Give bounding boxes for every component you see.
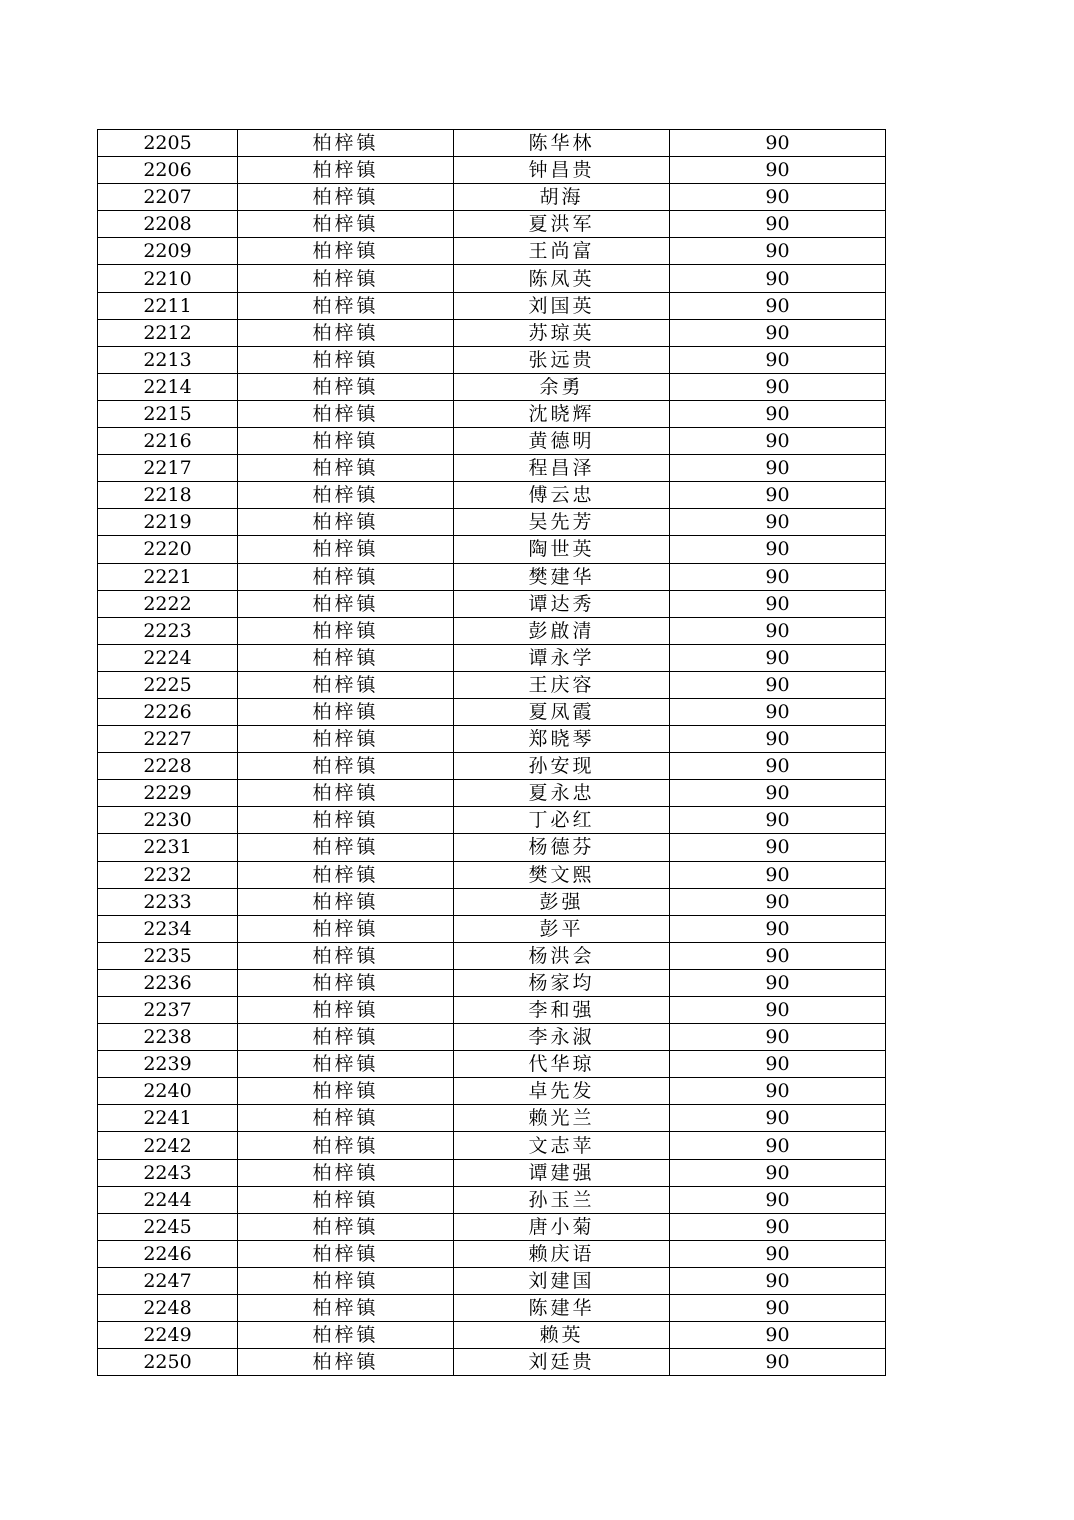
table-row [98,1024,886,1051]
town-cell: 柏梓镇 [238,753,454,780]
amount-cell: 90 [670,780,886,807]
amount-cell: 90 [670,238,886,265]
person-name-cell: 刘国英 [454,292,670,319]
person-name-cell: 夏凤霞 [454,698,670,725]
amount-cell: 90 [670,1213,886,1240]
person-name-cell: 苏琼英 [454,319,670,346]
table-row [98,1132,886,1159]
person-name-cell: 陈建华 [454,1295,670,1322]
table-row [98,373,886,400]
town-cell: 柏梓镇 [238,509,454,536]
row-number-cell: 2209 [98,238,238,265]
person-name-cell: 孙安现 [454,753,670,780]
row-number-cell: 2248 [98,1295,238,1322]
row-number-cell: 2247 [98,1267,238,1294]
person-name-cell: 孙玉兰 [454,1186,670,1213]
row-number-cell: 2240 [98,1078,238,1105]
row-number-cell: 2211 [98,292,238,319]
person-name-cell: 杨德芬 [454,834,670,861]
town-cell: 柏梓镇 [238,698,454,725]
town-cell: 柏梓镇 [238,130,454,157]
row-number-cell: 2235 [98,942,238,969]
row-number-cell: 2243 [98,1159,238,1186]
person-name-cell: 彭强 [454,888,670,915]
row-number-cell: 2229 [98,780,238,807]
town-cell: 柏梓镇 [238,834,454,861]
row-number-cell: 2244 [98,1186,238,1213]
amount-cell: 90 [670,942,886,969]
person-name-cell: 樊文熙 [454,861,670,888]
row-number-cell: 2246 [98,1240,238,1267]
table-row [98,834,886,861]
row-number-cell: 2245 [98,1213,238,1240]
table-row [98,157,886,184]
amount-cell: 90 [670,157,886,184]
table-row [98,346,886,373]
amount-cell: 90 [670,1051,886,1078]
row-number-cell: 2213 [98,346,238,373]
person-name-cell: 杨洪会 [454,942,670,969]
table-row [98,482,886,509]
amount-cell: 90 [670,834,886,861]
town-cell: 柏梓镇 [238,888,454,915]
town-cell: 柏梓镇 [238,1349,454,1376]
roster-table [97,129,886,1376]
table-row [98,861,886,888]
person-name-cell: 谭建强 [454,1159,670,1186]
table-row [98,1240,886,1267]
row-number-cell: 2225 [98,671,238,698]
table-row [98,211,886,238]
row-number-cell: 2237 [98,997,238,1024]
row-number-cell: 2236 [98,969,238,996]
row-number-cell: 2208 [98,211,238,238]
town-cell: 柏梓镇 [238,861,454,888]
town-cell: 柏梓镇 [238,482,454,509]
town-cell: 柏梓镇 [238,1213,454,1240]
table-row [98,698,886,725]
row-number-cell: 2217 [98,455,238,482]
amount-cell: 90 [670,428,886,455]
amount-cell: 90 [670,1132,886,1159]
amount-cell: 90 [670,211,886,238]
town-cell: 柏梓镇 [238,617,454,644]
town-cell: 柏梓镇 [238,400,454,427]
town-cell: 柏梓镇 [238,1240,454,1267]
amount-cell: 90 [670,888,886,915]
row-number-cell: 2221 [98,563,238,590]
person-name-cell: 夏洪军 [454,211,670,238]
table-row [98,1078,886,1105]
person-name-cell: 文志苹 [454,1132,670,1159]
town-cell: 柏梓镇 [238,319,454,346]
amount-cell: 90 [670,536,886,563]
town-cell: 柏梓镇 [238,292,454,319]
amount-cell: 90 [670,1105,886,1132]
town-cell: 柏梓镇 [238,1024,454,1051]
table-row [98,997,886,1024]
table-row [98,969,886,996]
town-cell: 柏梓镇 [238,1186,454,1213]
amount-cell: 90 [670,292,886,319]
person-name-cell: 赖庆语 [454,1240,670,1267]
table-row [98,1213,886,1240]
row-number-cell: 2205 [98,130,238,157]
row-number-cell: 2220 [98,536,238,563]
person-name-cell: 赖英 [454,1322,670,1349]
person-name-cell: 陈凤英 [454,265,670,292]
person-name-cell: 夏永忠 [454,780,670,807]
amount-cell: 90 [670,509,886,536]
person-name-cell: 丁必红 [454,807,670,834]
person-name-cell: 樊建华 [454,563,670,590]
person-name-cell: 陈华林 [454,130,670,157]
amount-cell: 90 [670,455,886,482]
table-row [98,319,886,346]
table-row [98,536,886,563]
table-row [98,265,886,292]
town-cell: 柏梓镇 [238,373,454,400]
town-cell: 柏梓镇 [238,997,454,1024]
amount-cell: 90 [670,563,886,590]
town-cell: 柏梓镇 [238,969,454,996]
town-cell: 柏梓镇 [238,1295,454,1322]
amount-cell: 90 [670,400,886,427]
amount-cell: 90 [670,997,886,1024]
table-row [98,1051,886,1078]
person-name-cell: 张远贵 [454,346,670,373]
table-row [98,130,886,157]
row-number-cell: 2207 [98,184,238,211]
roster-table-body [98,130,886,1376]
table-row [98,292,886,319]
amount-cell: 90 [670,130,886,157]
person-name-cell: 王尚富 [454,238,670,265]
amount-cell: 90 [670,590,886,617]
amount-cell: 90 [670,807,886,834]
town-cell: 柏梓镇 [238,346,454,373]
table-row [98,1322,886,1349]
person-name-cell: 王庆容 [454,671,670,698]
table-row [98,807,886,834]
person-name-cell: 彭平 [454,915,670,942]
amount-cell: 90 [670,482,886,509]
town-cell: 柏梓镇 [238,238,454,265]
town-cell: 柏梓镇 [238,428,454,455]
row-number-cell: 2224 [98,644,238,671]
town-cell: 柏梓镇 [238,726,454,753]
row-number-cell: 2214 [98,373,238,400]
town-cell: 柏梓镇 [238,211,454,238]
town-cell: 柏梓镇 [238,1322,454,1349]
person-name-cell: 杨家均 [454,969,670,996]
table-row [98,563,886,590]
town-cell: 柏梓镇 [238,1078,454,1105]
person-name-cell: 郑晓琴 [454,726,670,753]
amount-cell: 90 [670,346,886,373]
row-number-cell: 2234 [98,915,238,942]
table-row [98,753,886,780]
person-name-cell: 彭啟清 [454,617,670,644]
town-cell: 柏梓镇 [238,455,454,482]
person-name-cell: 陶世英 [454,536,670,563]
town-cell: 柏梓镇 [238,157,454,184]
person-name-cell: 刘建国 [454,1267,670,1294]
person-name-cell: 唐小菊 [454,1213,670,1240]
town-cell: 柏梓镇 [238,1159,454,1186]
amount-cell: 90 [670,1322,886,1349]
amount-cell: 90 [670,184,886,211]
person-name-cell: 刘廷贵 [454,1349,670,1376]
amount-cell: 90 [670,753,886,780]
person-name-cell: 李和强 [454,997,670,1024]
table-row [98,915,886,942]
town-cell: 柏梓镇 [238,536,454,563]
amount-cell: 90 [670,915,886,942]
table-row [98,1267,886,1294]
town-cell: 柏梓镇 [238,1132,454,1159]
table-row [98,644,886,671]
amount-cell: 90 [670,617,886,644]
town-cell: 柏梓镇 [238,265,454,292]
person-name-cell: 吴先芳 [454,509,670,536]
person-name-cell: 沈晓辉 [454,400,670,427]
amount-cell: 90 [670,1240,886,1267]
person-name-cell: 钟昌贵 [454,157,670,184]
amount-cell: 90 [670,1078,886,1105]
amount-cell: 90 [670,319,886,346]
row-number-cell: 2249 [98,1322,238,1349]
amount-cell: 90 [670,1295,886,1322]
town-cell: 柏梓镇 [238,671,454,698]
table-row [98,1159,886,1186]
table-row [98,428,886,455]
row-number-cell: 2241 [98,1105,238,1132]
row-number-cell: 2228 [98,753,238,780]
row-number-cell: 2212 [98,319,238,346]
row-number-cell: 2210 [98,265,238,292]
amount-cell: 90 [670,726,886,753]
town-cell: 柏梓镇 [238,1105,454,1132]
row-number-cell: 2242 [98,1132,238,1159]
person-name-cell: 胡海 [454,184,670,211]
table-row [98,617,886,644]
amount-cell: 90 [670,265,886,292]
table-row [98,1186,886,1213]
person-name-cell: 傅云忠 [454,482,670,509]
row-number-cell: 2227 [98,726,238,753]
amount-cell: 90 [670,698,886,725]
row-number-cell: 2232 [98,861,238,888]
person-name-cell: 余勇 [454,373,670,400]
row-number-cell: 2238 [98,1024,238,1051]
town-cell: 柏梓镇 [238,780,454,807]
table-row [98,455,886,482]
town-cell: 柏梓镇 [238,590,454,617]
town-cell: 柏梓镇 [238,1051,454,1078]
table-row [98,400,886,427]
row-number-cell: 2231 [98,834,238,861]
table-row [98,509,886,536]
town-cell: 柏梓镇 [238,942,454,969]
amount-cell: 90 [670,1349,886,1376]
town-cell: 柏梓镇 [238,644,454,671]
town-cell: 柏梓镇 [238,807,454,834]
row-number-cell: 2230 [98,807,238,834]
table-row [98,1349,886,1376]
row-number-cell: 2222 [98,590,238,617]
amount-cell: 90 [670,969,886,996]
town-cell: 柏梓镇 [238,184,454,211]
row-number-cell: 2206 [98,157,238,184]
row-number-cell: 2215 [98,400,238,427]
amount-cell: 90 [670,861,886,888]
amount-cell: 90 [670,1186,886,1213]
row-number-cell: 2233 [98,888,238,915]
table-row [98,942,886,969]
row-number-cell: 2218 [98,482,238,509]
row-number-cell: 2239 [98,1051,238,1078]
amount-cell: 90 [670,1159,886,1186]
amount-cell: 90 [670,1024,886,1051]
person-name-cell: 代华琼 [454,1051,670,1078]
table-row [98,238,886,265]
row-number-cell: 2223 [98,617,238,644]
town-cell: 柏梓镇 [238,1267,454,1294]
person-name-cell: 黄德明 [454,428,670,455]
amount-cell: 90 [670,671,886,698]
row-number-cell: 2226 [98,698,238,725]
person-name-cell: 谭永学 [454,644,670,671]
town-cell: 柏梓镇 [238,563,454,590]
row-number-cell: 2216 [98,428,238,455]
table-row [98,184,886,211]
row-number-cell: 2250 [98,1349,238,1376]
table-row [98,726,886,753]
person-name-cell: 谭达秀 [454,590,670,617]
row-number-cell: 2219 [98,509,238,536]
amount-cell: 90 [670,644,886,671]
person-name-cell: 程昌泽 [454,455,670,482]
table-row [98,780,886,807]
person-name-cell: 李永淑 [454,1024,670,1051]
table-row [98,888,886,915]
table-row [98,1295,886,1322]
table-row [98,590,886,617]
amount-cell: 90 [670,1267,886,1294]
person-name-cell: 赖光兰 [454,1105,670,1132]
table-row [98,671,886,698]
person-name-cell: 卓先发 [454,1078,670,1105]
town-cell: 柏梓镇 [238,915,454,942]
amount-cell: 90 [670,373,886,400]
table-row [98,1105,886,1132]
